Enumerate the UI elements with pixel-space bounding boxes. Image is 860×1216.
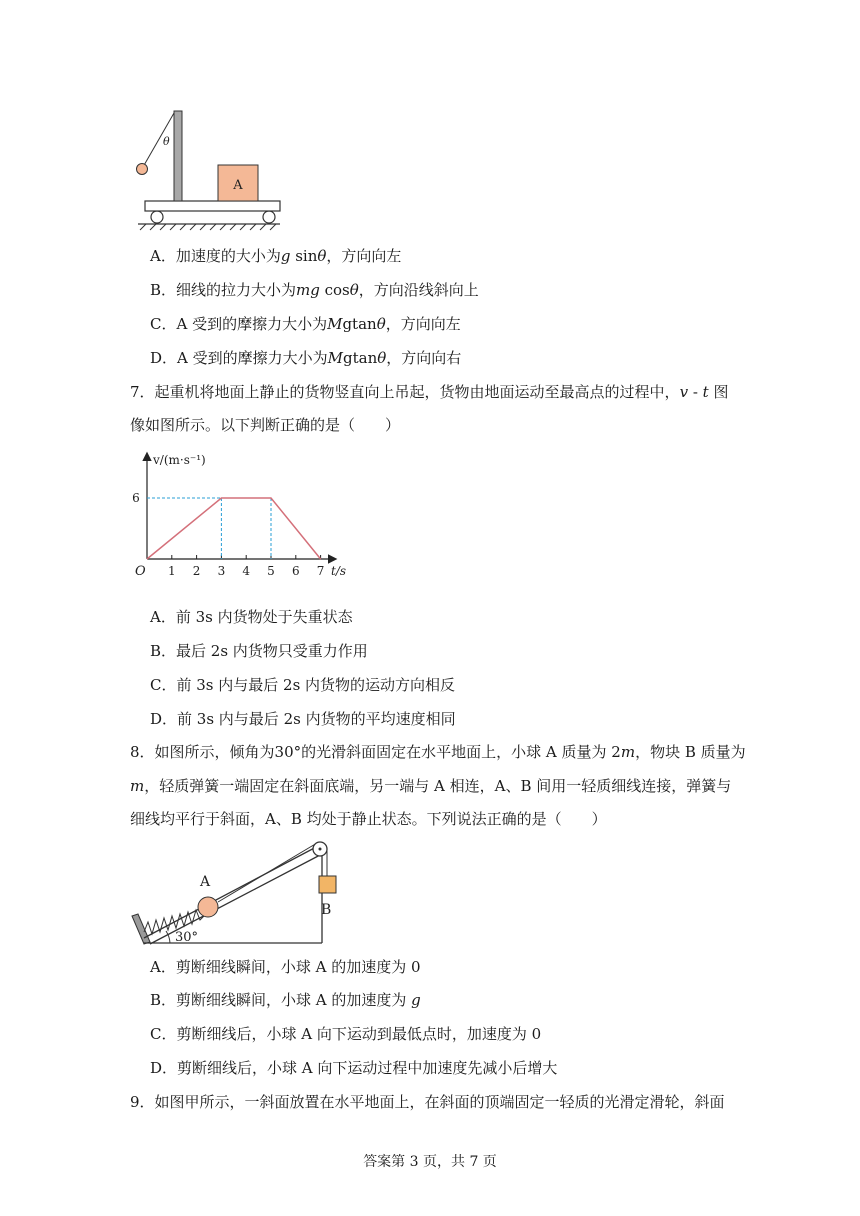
x-tick-label-4: 4 xyxy=(242,564,251,578)
q7-option-c: C．前 3s 内与最后 2s 内货物的运动方向相反 xyxy=(150,676,456,694)
q8-stem-line3: 细线均平行于斜面，A、B 均处于静止状态。下列说法正确的是（ ） xyxy=(130,810,607,828)
y-tick-label-6: 6 xyxy=(132,491,140,505)
q8-option-c: C．剪断细线后，小球 A 向下运动到最低点时，加速度为 0 xyxy=(150,1025,542,1043)
cart-pole xyxy=(174,111,182,201)
x-tick-label-7: 7 xyxy=(316,564,325,578)
q7-stem-line2: 像如图所示。以下判断正确的是（ ） xyxy=(130,416,401,434)
block-b-label: B xyxy=(321,902,332,918)
q8-stem-line2: m，轻质弹簧一端固定在斜面底端，另一端与 A 相连，A、B 间用一轻质细线连接，弹簧与 xyxy=(130,777,732,795)
pendulum-bob-icon xyxy=(137,164,148,175)
q8-stem-line1: 8．如图所示，倾角为30°的光滑斜面固定在水平地面上，小球 A 质量为 2m，物块 B 质量为 xyxy=(130,743,746,761)
q6-option-c: C．A 受到的摩擦力大小为Mgtanθ，方向向左 xyxy=(150,315,461,333)
vt-series-line xyxy=(147,498,321,559)
q8-option-a: A．剪断细线瞬间，小球 A 的加速度为 0 xyxy=(150,958,421,976)
figure-incline-spring xyxy=(130,838,340,948)
origin-label: O xyxy=(135,564,146,579)
ball-a-icon xyxy=(198,897,218,917)
q8-option-d: D．剪断细线后，小球 A 向下运动过程中加速度先减小后增大 xyxy=(150,1059,558,1077)
ball-a-label: A xyxy=(200,874,211,890)
x-tick-label-3: 3 xyxy=(217,564,226,578)
q9-stem-line1: 9．如图甲所示，一斜面放置在水平地面上，在斜面的顶端固定一轻质的光滑定滑轮，斜面 xyxy=(130,1093,725,1111)
page-footer: 答案第 3 页，共 7 页 xyxy=(363,1154,497,1170)
block-b xyxy=(319,876,336,893)
x-axis-label: t/s xyxy=(331,564,347,578)
incline-angle-label: 30° xyxy=(175,930,199,945)
block-a-label: A xyxy=(233,178,243,193)
theta-label: θ xyxy=(163,135,170,148)
q6-option-b: B．细线的拉力大小为mg cosθ，方向沿线斜向上 xyxy=(150,281,479,299)
x-tick-label-5: 5 xyxy=(267,564,275,578)
q7-option-d: D．前 3s 内与最后 2s 内货物的平均速度相同 xyxy=(150,710,456,728)
q6-option-d: D．A 受到的摩擦力大小为Mgtanθ，方向向右 xyxy=(150,349,462,367)
x-tick-label-1: 1 xyxy=(167,564,176,578)
vt-chart xyxy=(125,448,355,583)
q7-stem-line1: 7．起重机将地面上静止的货物竖直向上吊起，货物由地面运动至最高点的过程中，v - t 图 xyxy=(130,383,729,401)
figure-cart-pendulum xyxy=(130,105,290,230)
wheel-left-icon xyxy=(151,211,163,223)
x-tick-label-6: 6 xyxy=(291,564,300,578)
x-tick-label-2: 2 xyxy=(192,564,201,578)
q7-option-a: A．前 3s 内货物处于失重状态 xyxy=(150,608,353,626)
wheel-right-icon xyxy=(263,211,275,223)
q7-option-b: B．最后 2s 内货物只受重力作用 xyxy=(150,642,368,660)
y-axis-label: v/(m·s⁻¹) xyxy=(153,453,206,467)
q6-option-a: A．加速度的大小为g sinθ，方向向左 xyxy=(150,247,402,265)
q8-option-b: B．剪断细线瞬间，小球 A 的加速度为 g xyxy=(150,991,421,1009)
